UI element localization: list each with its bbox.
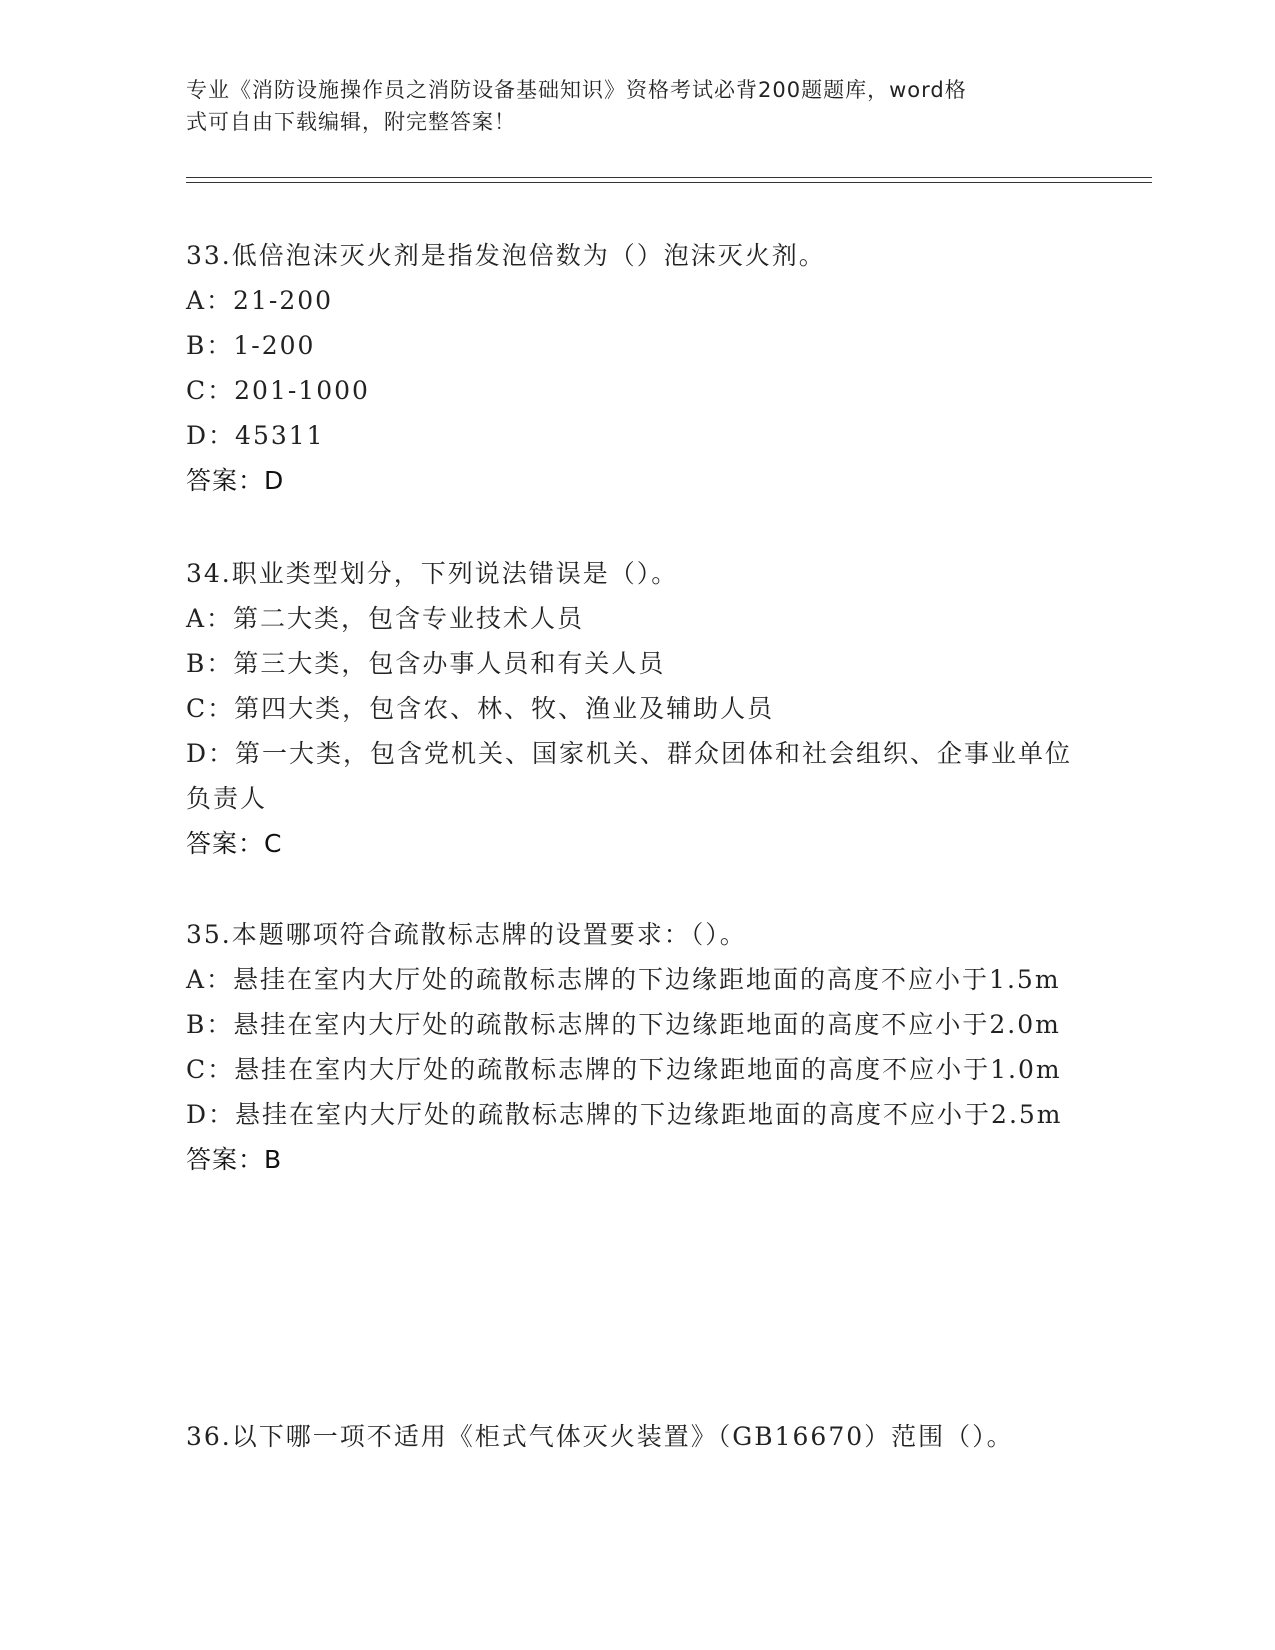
question-36 [186, 1414, 1086, 1459]
answer-value: C [264, 829, 283, 858]
header-divider-bottom [186, 182, 1152, 183]
option-d: D：第一大类，包含党机关、国家机关、群众团体和社会组织、企事业单位负责人 [186, 739, 1073, 813]
answer-value: D [264, 466, 285, 495]
option-a: A：第二大类，包含专业技术人员 [186, 604, 585, 633]
option-a: A：21-200 [186, 286, 334, 315]
question-34 [186, 551, 1086, 866]
option-a: A：悬挂在室内大厅处的疏散标志牌的下边缘距地面的高度不应小于1.5m [186, 965, 1061, 994]
answer-line [186, 821, 1086, 866]
answer-label: 答案： [186, 829, 265, 858]
header-divider-top [186, 177, 1152, 178]
answer-label: 答案： [186, 466, 265, 495]
question-stem: 36.以下哪一项不适用《柜式气体灭火装置》（GB16670）范围（）。 [186, 1422, 1014, 1451]
header-title-line-1: 专业《消防设施操作员之消防设备基础知识》资格考试必背200题题库，word格 [186, 78, 967, 102]
document-header [186, 74, 1066, 138]
option-c: C：第四大类，包含农、林、牧、渔业及辅助人员 [186, 694, 775, 723]
question-stem: 35.本题哪项符合疏散标志牌的设置要求：（）。 [186, 920, 747, 949]
option-c: C：悬挂在室内大厅处的疏散标志牌的下边缘距地面的高度不应小于1.0m [186, 1055, 1062, 1084]
answer-line [186, 458, 1086, 503]
question-stem: 33.低倍泡沫灭火剂是指发泡倍数为（）泡沫灭火剂。 [186, 241, 826, 270]
option-b: B：第三大类，包含办事人员和有关人员 [186, 649, 666, 678]
answer-line [186, 1137, 1086, 1182]
question-stem: 34.职业类型划分，下列说法错误是（）。 [186, 559, 679, 588]
option-c: C：201-1000 [186, 376, 370, 405]
question-33 [186, 233, 1086, 503]
answer-value: B [264, 1145, 283, 1174]
option-b: B：悬挂在室内大厅处的疏散标志牌的下边缘距地面的高度不应小于2.0m [186, 1010, 1061, 1039]
option-d: D：45311 [186, 421, 325, 450]
header-title-line-2: 式可自由下载编辑，附完整答案！ [186, 110, 516, 134]
option-d: D：悬挂在室内大厅处的疏散标志牌的下边缘距地面的高度不应小于2.5m [186, 1100, 1063, 1129]
answer-label: 答案： [186, 1145, 265, 1174]
option-b: B：1-200 [186, 331, 316, 360]
question-35 [186, 912, 1086, 1182]
